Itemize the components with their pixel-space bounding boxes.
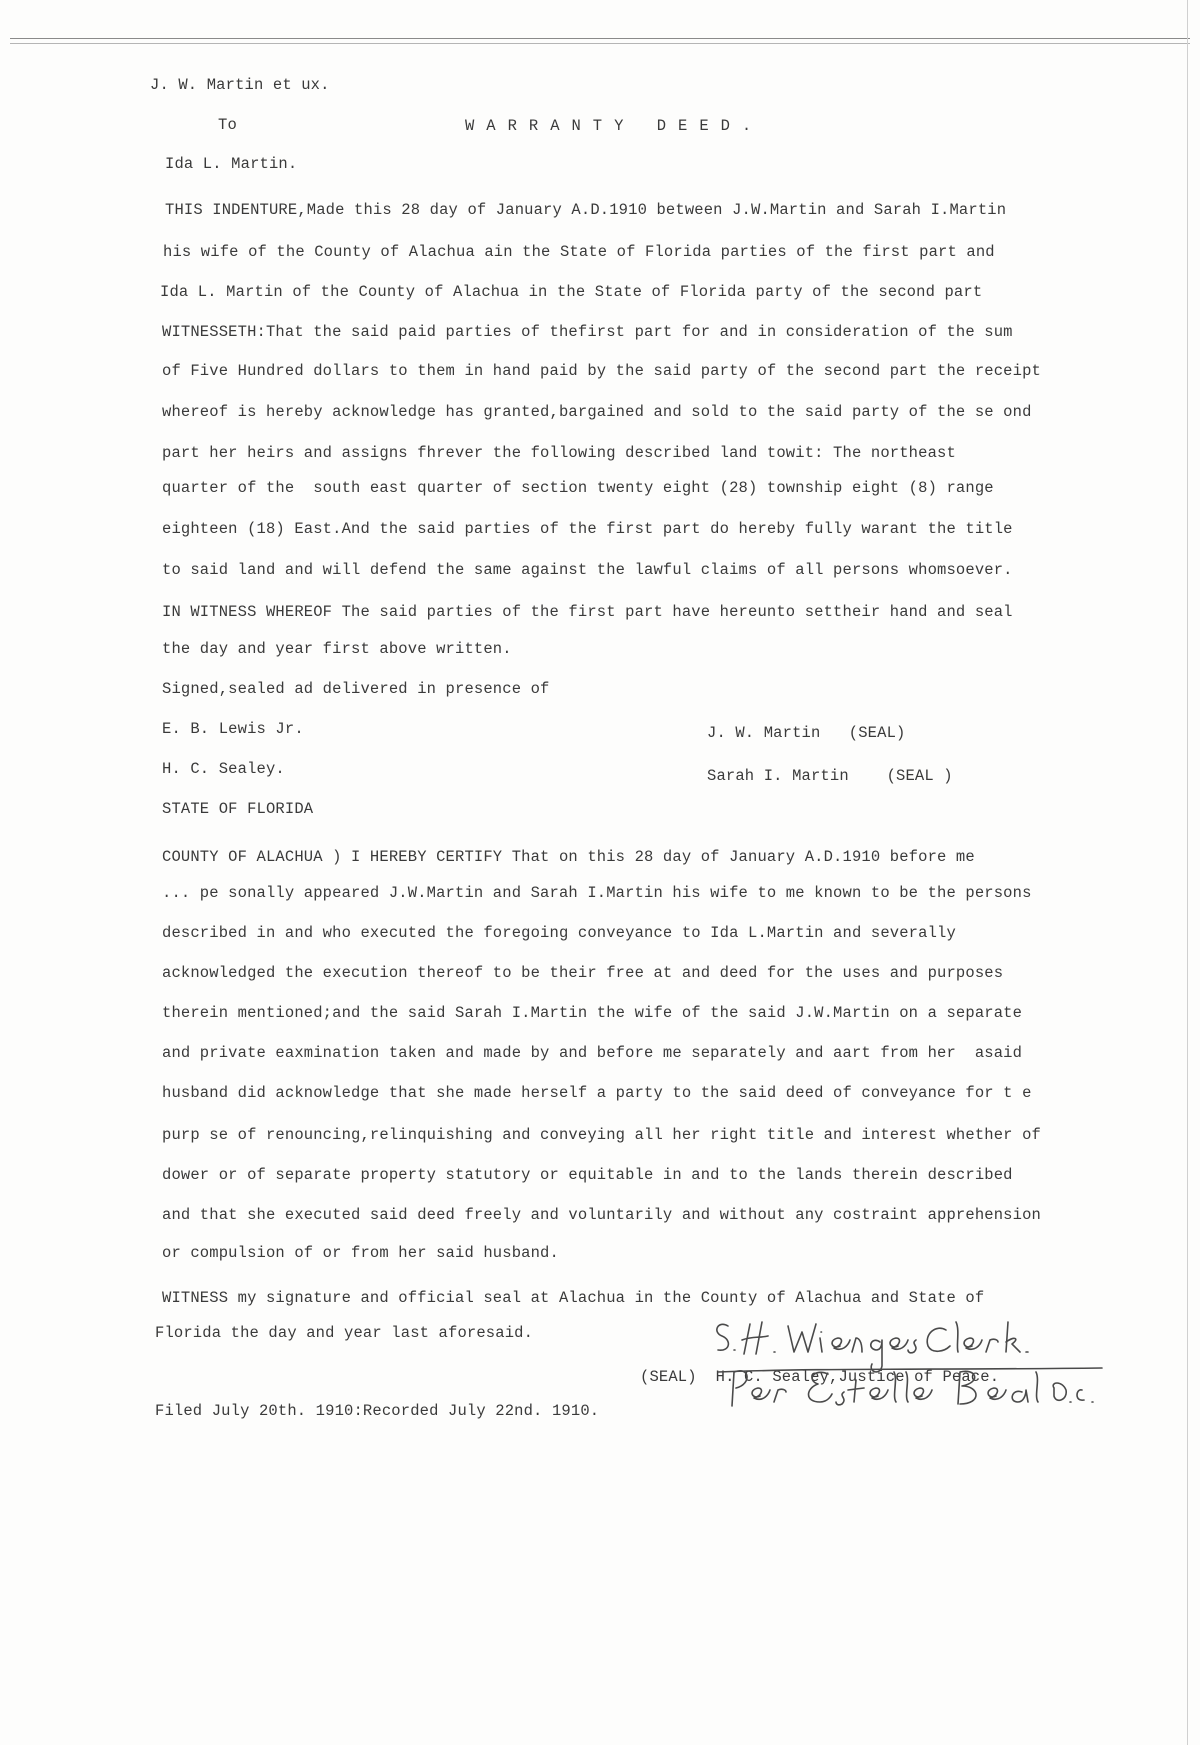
deed-line: Ida L. Martin of the County of Alachua in the State of Florida party of the second part <box>160 283 983 301</box>
ack-line: WITNESS my signature and official seal at Alachua in the County of Alachua and State of <box>162 1289 985 1307</box>
witness-name: H. C. Sealey. <box>162 760 285 778</box>
signer-name: Sarah I. Martin (SEAL ) <box>707 767 953 785</box>
ack-line: described in and who executed the foregoing conveyance to Ida L.Martin and severally <box>162 924 956 942</box>
deed-line: WITNESSETH:That the said paid parties of thefirst part for and in consideration of the sum <box>162 323 1013 341</box>
page-edge <box>1187 0 1188 1745</box>
document-title: WARRANTY DEED. <box>465 117 764 135</box>
deed-line: Signed,sealed ad delivered in presence of <box>162 680 550 698</box>
ack-line: ... pe sonally appeared J.W.Martin and Sarah I.Martin his wife to me known to be the persons <box>162 884 1032 902</box>
deed-line: whereof is hereby acknowledge has granted,bargained and sold to the said party of the se ond <box>162 403 1032 421</box>
deed-line: to said land and will defend the same against the lawful claims of all persons whomsoever. <box>162 561 1013 579</box>
clerk-handwritten-signature <box>710 1310 1110 1420</box>
top-rule <box>10 38 1190 39</box>
ack-line: COUNTY OF ALACHUA ) I HEREBY CERTIFY That on this 28 day of January A.D.1910 before me <box>162 848 975 866</box>
ack-line: and that she executed said deed freely and voluntarily and without any costraint apprehension <box>162 1206 1041 1224</box>
filing-record: Filed July 20th. 1910:Recorded July 22nd. 1910. <box>155 1402 600 1420</box>
officer-signature: (SEAL) H. C. Sealey,Justice of Peace. <box>640 1368 1000 1386</box>
deed-line: IN WITNESS WHEREOF The said parties of the first part have hereunto settheir hand and seal <box>162 603 1013 621</box>
ack-line: and private eaxmination taken and made by and before me separately and aart from her asaid <box>162 1044 1023 1062</box>
ack-line: husband did acknowledge that she made herself a party to the said deed of conveyance for t e <box>162 1084 1032 1102</box>
deed-line: of Five Hundred dollars to them in hand paid by the said party of the second part the receipt <box>162 362 1041 380</box>
to-label: To <box>218 116 237 134</box>
ack-line: therein mentioned;and the said Sarah I.Martin the wife of the said J.W.Martin on a separate <box>162 1004 1023 1022</box>
ack-line: Florida the day and year last aforesaid. <box>155 1324 534 1342</box>
grantor-heading: J. W. Martin et ux. <box>150 76 330 94</box>
deed-line: the day and year first above written. <box>162 640 512 658</box>
deed-line: eighteen (18) East.And the said parties of the first part do hereby fully warant the title <box>162 520 1013 538</box>
deed-line: quarter of the south east quarter of section twenty eight (28) township eight (8) range <box>162 479 994 497</box>
ack-line: acknowledged the execution thereof to be their free at and deed for the uses and purposes <box>162 964 1004 982</box>
ack-line: or compulsion of or from her said husband. <box>162 1244 559 1262</box>
deed-line: part her heirs and assigns fhrever the following described land towit: The northeast <box>162 444 956 462</box>
ack-line: dower or of separate property statutory or equitable in and to the lands therein described <box>162 1166 1013 1184</box>
deed-line: THIS INDENTURE,Made this 28 day of January A.D.1910 between J.W.Martin and Sarah I.Martin <box>165 201 1007 219</box>
deed-line: his wife of the County of Alachua ain the State of Florida parties of the first part and <box>163 243 995 261</box>
signer-name: J. W. Martin (SEAL) <box>707 724 906 742</box>
grantee-heading: Ida L. Martin. <box>165 155 298 173</box>
top-rule-secondary <box>10 43 1190 44</box>
state-heading: STATE OF FLORIDA <box>162 800 314 818</box>
witness-name: E. B. Lewis Jr. <box>162 720 304 738</box>
ack-line: purp se of renouncing,relinquishing and conveying all her right title and interest whether of <box>162 1126 1041 1144</box>
